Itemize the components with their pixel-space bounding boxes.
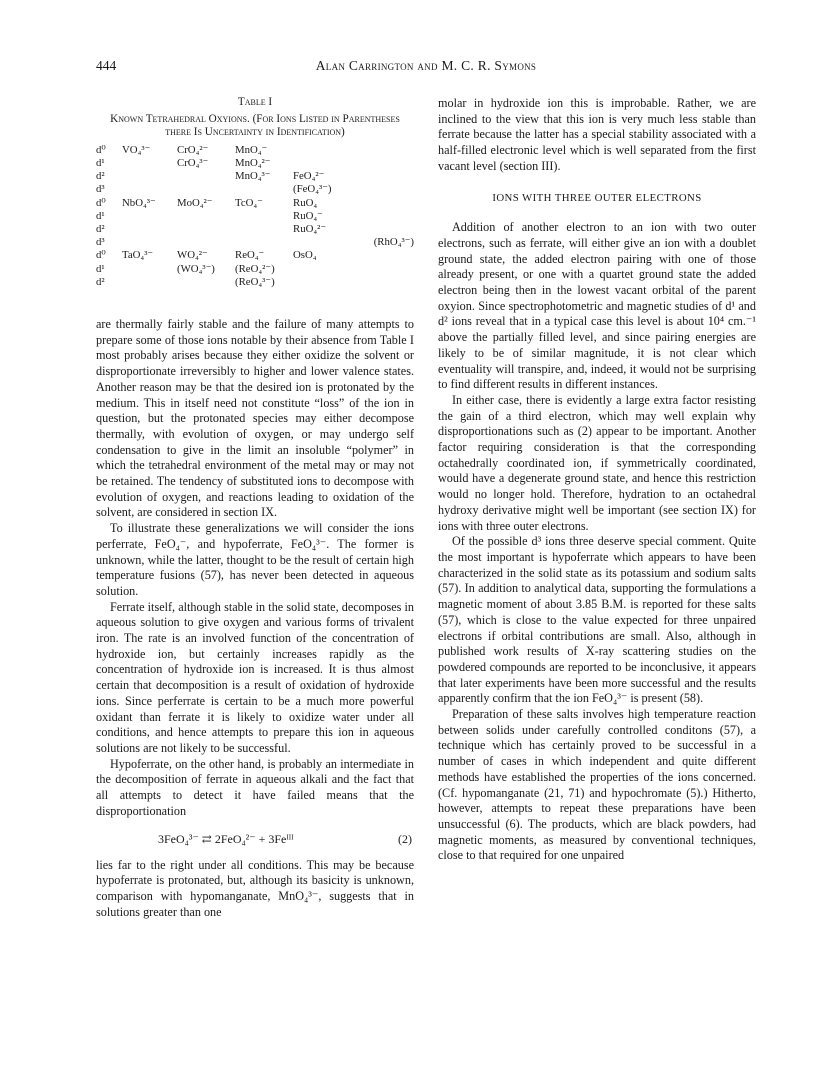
electron-config-cell: d⁰ bbox=[96, 196, 106, 209]
ion-cell bbox=[122, 210, 177, 223]
electron-config-cell: d¹ bbox=[96, 209, 105, 222]
ion-cell bbox=[355, 263, 414, 276]
ion-cell: MoO₄²⁻ bbox=[177, 196, 213, 209]
ion-cell bbox=[177, 276, 235, 289]
ion-cell bbox=[355, 276, 414, 289]
ion-cell bbox=[235, 210, 293, 223]
table-row bbox=[96, 157, 414, 170]
ion-cell: WO₄²⁻ bbox=[177, 249, 208, 262]
ion-cell: VO₄³⁻ bbox=[122, 143, 151, 156]
table-row bbox=[96, 236, 414, 249]
ion-cell bbox=[355, 183, 414, 196]
paragraph: Ferrate itself, although stable in the solid state, decomposes in aqueous solution to give oxygen and various forms of trivalent iron. The rate is an involved function of the concentration of hydroxide ion, but certainly increases rapidly as the concentration of hydroxide ion is increased. It is thus almost certain that decomposition is a result of oxidation of hydroxide ions. Since perferrate is certain to be a much more powerful oxidant than ferrate it is likely to oxidize water under all conditions, and hence attempts to prepare this ion in aqueous solutions are not likely to be successful. bbox=[96, 599, 414, 755]
table-row bbox=[96, 249, 414, 262]
ion-cell bbox=[122, 183, 177, 196]
ion-cell bbox=[235, 183, 293, 196]
ion-cell: CrO₄³⁻ bbox=[177, 156, 209, 169]
section-heading: IONS WITH THREE OUTER ELECTRONS bbox=[492, 191, 702, 204]
ion-cell bbox=[122, 170, 177, 183]
oxyion-table bbox=[96, 144, 414, 289]
electron-config-cell: d² bbox=[96, 223, 105, 235]
ion-cell bbox=[355, 157, 414, 170]
electron-config-cell: d⁰ bbox=[96, 249, 106, 262]
ion-cell bbox=[122, 223, 177, 236]
ion-cell bbox=[355, 210, 414, 223]
equation bbox=[96, 832, 414, 848]
table-row bbox=[96, 170, 414, 183]
ion-cell: (ReO₄³⁻) bbox=[235, 275, 275, 288]
table-caption: Known Tetrahedral Oxyions. (For Ions Listed in Parentheses there Is Uncertainty in Identification) bbox=[110, 112, 400, 139]
ion-cell: TcO₄⁻ bbox=[235, 196, 263, 209]
paragraph: Addition of another electron to an ion with two outer electrons, such as ferrate, will either give an ion with a doublet ground state, the added electron pairing with one of those already present, or one with a quartet ground state the added electron being then in the lowest vacant orbital of the parent oxyion. Since spectrophotometric and magnetic studies of d¹ and d² ions reveal that in a typical case this level is about 10⁴ cm.⁻¹ above the partially filled level, and since pairing energies are likely to be of similar magnitude, it is not clear which eventuality will transpire, and, indeed, it would not be surprising to find different results in different instances. bbox=[438, 220, 756, 392]
equation-number: (2) bbox=[398, 831, 412, 846]
ion-cell: (FeO₄³⁻) bbox=[293, 183, 332, 196]
paragraph: Of the possible d³ ions three deserve special comment. Quite the most important is hypoferrate which appears to have been characterized in the solid state as its potassium and sodium salts (57). In addition to analytical data, supporting the formulations a magnetic moment of about 3.85 B.M. is reported for these salts (57), which is close to the value expected for three unpaired electrons if orbital contributions are small. Also, although in published work results of X-ray scattering studies on the powdered compounds are reported to be inconclusive, it appears that later experiments have been more successful and the results apparently confirm that the ion FeO₄³⁻ is present (58). bbox=[438, 534, 756, 706]
electron-config-cell: d³ bbox=[96, 236, 105, 249]
ion-cell bbox=[293, 157, 355, 170]
electron-config-cell: d¹ bbox=[96, 262, 105, 275]
paragraph: In either case, there is evidently a large extra factor resisting the gain of a third electron, which may well explain why disproportionations such as (2) appear to be important. Another factor requiring consideration is that the corresponding octahedrally coordinated ion, if symmetrically coordinated, would have a degenerate ground state, and hence this restriction would no longer hold. Therefore, hydration to an octahedral hydroxy derivative might well be important (see section IX) for ions with three outer electrons. bbox=[438, 392, 756, 533]
left-column bbox=[96, 96, 414, 920]
table-row bbox=[96, 276, 414, 289]
table-row bbox=[96, 263, 414, 276]
table-title: Table I bbox=[237, 96, 273, 108]
ion-cell: MnO₄⁻ bbox=[235, 143, 268, 156]
ion-cell: (RhO₄³⁻) bbox=[373, 236, 414, 249]
ion-cell bbox=[355, 223, 414, 236]
table-caption-block bbox=[96, 96, 414, 140]
ion-cell: (WO₄³⁻) bbox=[177, 262, 215, 275]
ion-cell: RuO₄⁻ bbox=[293, 209, 323, 222]
ion-cell bbox=[235, 236, 293, 249]
ion-cell bbox=[293, 236, 355, 249]
ion-cell bbox=[177, 236, 235, 249]
table-row bbox=[96, 223, 414, 236]
ion-cell bbox=[293, 276, 355, 289]
paragraph: Hypoferrate, on the other hand, is probably an intermediate in the decomposition of ferrate in aqueous alkali and the fact that all attempts to detect it have failed means that the disproportionation bbox=[96, 756, 414, 818]
ion-cell: RuO₄ bbox=[293, 196, 318, 209]
ion-cell: MnO₄²⁻ bbox=[235, 156, 271, 169]
ion-cell bbox=[355, 249, 414, 262]
ion-cell bbox=[177, 170, 235, 183]
ion-cell: ReO₄⁻ bbox=[235, 249, 265, 262]
electron-config-cell: d³ bbox=[96, 183, 105, 196]
ion-cell bbox=[122, 276, 177, 289]
electron-config-cell: d¹ bbox=[96, 156, 105, 169]
table-row bbox=[96, 197, 414, 210]
ion-cell bbox=[355, 197, 414, 210]
page-number: 444 bbox=[96, 58, 117, 73]
ion-cell bbox=[235, 223, 293, 236]
ion-cell bbox=[177, 183, 235, 196]
equation-text: 3FeO₄³⁻ ⇄ 2FeO₄²⁻ + 3Feᴵᴵᴵ bbox=[158, 831, 294, 846]
right-column bbox=[438, 96, 756, 864]
ion-cell bbox=[177, 210, 235, 223]
page-header bbox=[96, 58, 756, 78]
ion-cell: FeO₄²⁻ bbox=[293, 170, 325, 183]
ion-cell bbox=[177, 223, 235, 236]
electron-config-cell: d⁰ bbox=[96, 143, 106, 156]
ion-cell: CrO₄²⁻ bbox=[177, 143, 209, 156]
paragraph: Preparation of these salts involves high temperature reaction between solids under carefully controlled conditons (57), a technique which has certainly proved to be successful in a number of cases in which independent and quite different methods have established the properties of the ions concerned. (Cf. hypomanganate (21, 71) and hypochromate (5).) Hitherto, however, attempts to repeat these preparations have been unsuccessful (6). The products, which are black powders, had magnetic moments, as measured by conventional techniques, close to that required for one unpaired bbox=[438, 707, 756, 863]
paragraph: molar in hydroxide ion this is improbable. Rather, we are inclined to the view that this ion is very much less stable than ferrate because the latter has a special stability associated with a half-filled electronic level which is well separated from the first vacant level (section III). bbox=[438, 96, 756, 173]
paragraph: To illustrate these generalizations we will consider the ions perferrate, FeO₄⁻, and hypoferrate, FeO₄³⁻. The former is unknown, while the latter, thought to be the result of certain high temperature fusions (57), has never been detected in aqueous solution. bbox=[96, 521, 414, 598]
ion-cell bbox=[122, 263, 177, 276]
ion-cell bbox=[122, 157, 177, 170]
ion-cell bbox=[355, 144, 414, 157]
ion-cell: (ReO₄²⁻) bbox=[235, 262, 275, 275]
table-row bbox=[96, 183, 414, 196]
ion-cell: RuO₄²⁻ bbox=[293, 223, 327, 235]
ion-cell bbox=[293, 263, 355, 276]
electron-config-cell: d² bbox=[96, 170, 105, 183]
electron-config-cell: d² bbox=[96, 275, 105, 288]
ion-cell bbox=[293, 144, 355, 157]
table-row bbox=[96, 210, 414, 223]
running-head: Alan Carrington and M. C. R. Symons bbox=[315, 58, 537, 73]
ion-cell bbox=[122, 236, 177, 249]
ion-cell: TaO₄³⁻ bbox=[122, 249, 154, 262]
ion-cell: NbO₄³⁻ bbox=[122, 196, 156, 209]
paragraph: are thermally fairly stable and the failure of many attempts to prepare some of those ions notable by their absence from Table I most probably arises because they either oxidize the solvent or disproportionate irreversibly to higher and lower valence states. Another reason may be that the desired ion is protonated by the medium. This in itself need not constitute “loss” of the ion in question, but the protonated species may either decompose thermally, with evolution of oxygen, or may undergo self condensation to give in the limit an insoluble “polymer” in which the tetrahedral environment of the metal may or may not be retained. The tendency of substituted ions to decompose with evolution of oxygen, and reactions leading to oxidation of the solvent, are considered in section IX. bbox=[96, 317, 414, 520]
table-row bbox=[96, 144, 414, 157]
ion-cell bbox=[355, 170, 414, 183]
paragraph: lies far to the right under all conditions. This may be because hypoferrate is protonated, but, although its basicity is unknown, comparison with hypomanganate, MnO₄³⁻, suggests that in solutions greater than one bbox=[96, 857, 414, 919]
ion-cell: OsO₄ bbox=[293, 249, 317, 262]
ion-cell: MnO₄³⁻ bbox=[235, 170, 271, 183]
